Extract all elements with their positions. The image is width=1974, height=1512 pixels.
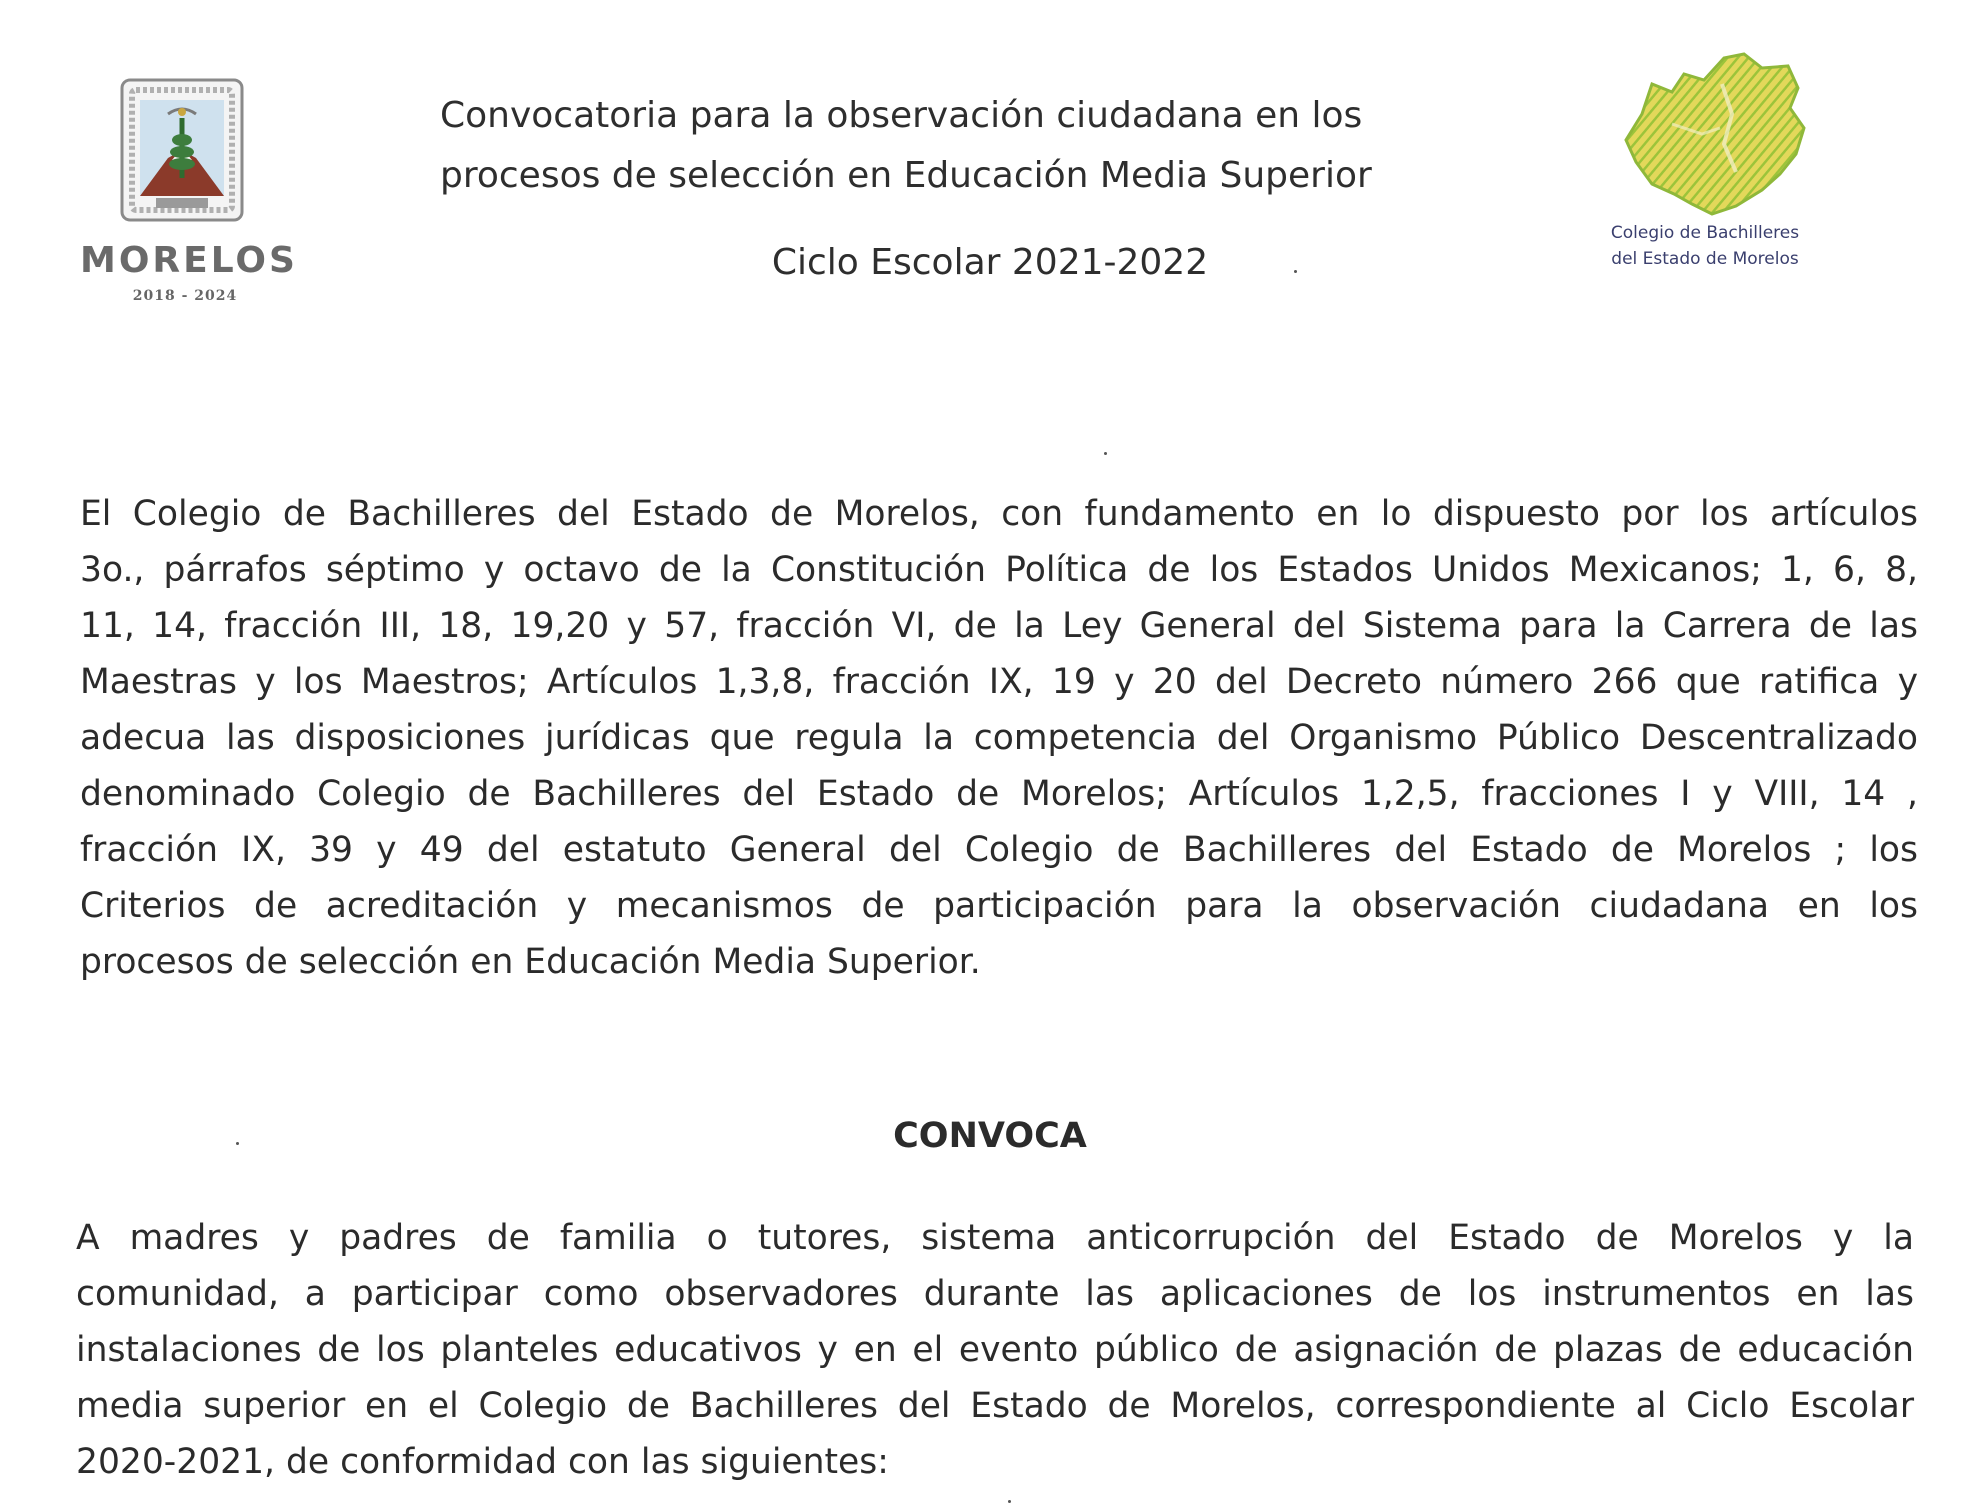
scan-speck [1294, 270, 1297, 273]
scan-speck [1008, 1500, 1011, 1503]
paragraph-line: A madres y padres de familia o tutores, sistema anticorrupción del Estado de Morelos y la [76, 1218, 1914, 1258]
morelos-years: 2018 - 2024 [132, 288, 238, 304]
title-line-1: Convocatoria para la observación ciudadana en los [440, 95, 1363, 136]
cobaem-name-line-1: Colegio de Bachilleres [1610, 223, 1800, 243]
legal-basis-paragraph [80, 486, 1918, 990]
school-cycle: Ciclo Escolar 2021-2022 [771, 242, 1209, 283]
paragraph-line: 3o., párrafos séptimo y octavo de la Constitución Política de los Estados Unidos Mexicanos; 1, 6, 8, [80, 550, 1918, 590]
paragraph-line: fracción IX, 39 y 49 del estatuto General del Colegio de Bachilleres del Estado de Morelos ; los [80, 830, 1918, 870]
morelos-logo [80, 78, 298, 318]
title-line-2: procesos de selección en Educación Media Superior [440, 155, 1372, 196]
paragraph-line: 11, 14, fracción III, 18, 19,20 y 57, fracción VI, de la Ley General del Sistema para la Carrera de las [80, 606, 1918, 646]
document-title [440, 86, 1540, 206]
paragraph-line: comunidad, a participar como observadores durante las aplicaciones de los instrumentos en las [76, 1274, 1914, 1314]
cobaem-name [1580, 220, 1830, 272]
paragraph-line: El Colegio de Bachilleres del Estado de Morelos, con fundamento en lo dispuesto por los artículos [80, 494, 1918, 534]
paragraph-line: Maestras y los Maestros; Artículos 1,3,8, fracción IX, 19 y 20 del Decreto número 266 que ratifica y [80, 662, 1918, 702]
paragraph-line: denominado Colegio de Bachilleres del Estado de Morelos; Artículos 1,2,5, fracciones I y VIII, 14 , [80, 774, 1918, 814]
scan-speck [1104, 452, 1107, 455]
cobaem-name-line-2: del Estado de Morelos [1611, 249, 1799, 269]
paragraph-line: procesos de selección en Educación Media Superior. [80, 942, 981, 982]
morelos-shield-icon [120, 78, 244, 228]
paragraph-line: adecua las disposiciones jurídicas que regula la competencia del Organismo Público Descentralizado [80, 718, 1918, 758]
paragraph-line: 2020-2021, de conformidad con las siguientes: [76, 1442, 889, 1482]
paragraph-line: Criterios de acreditación y mecanismos de participación para la observación ciudadana en los [80, 886, 1918, 926]
paragraph-line: media superior en el Colegio de Bachilleres del Estado de Morelos, correspondiente al Ciclo Escolar [76, 1386, 1914, 1426]
cobaem-logo [1580, 44, 1830, 284]
paragraph-line: instalaciones de los planteles educativos y en el evento público de asignación de plazas de educación [76, 1330, 1914, 1370]
invitation-paragraph [76, 1210, 1914, 1490]
section-heading: CONVOCA [893, 1116, 1087, 1156]
morelos-wordmark: MORELOS [80, 240, 298, 281]
morelos-map-logo-icon [1612, 44, 1812, 224]
scan-speck [236, 1142, 239, 1145]
